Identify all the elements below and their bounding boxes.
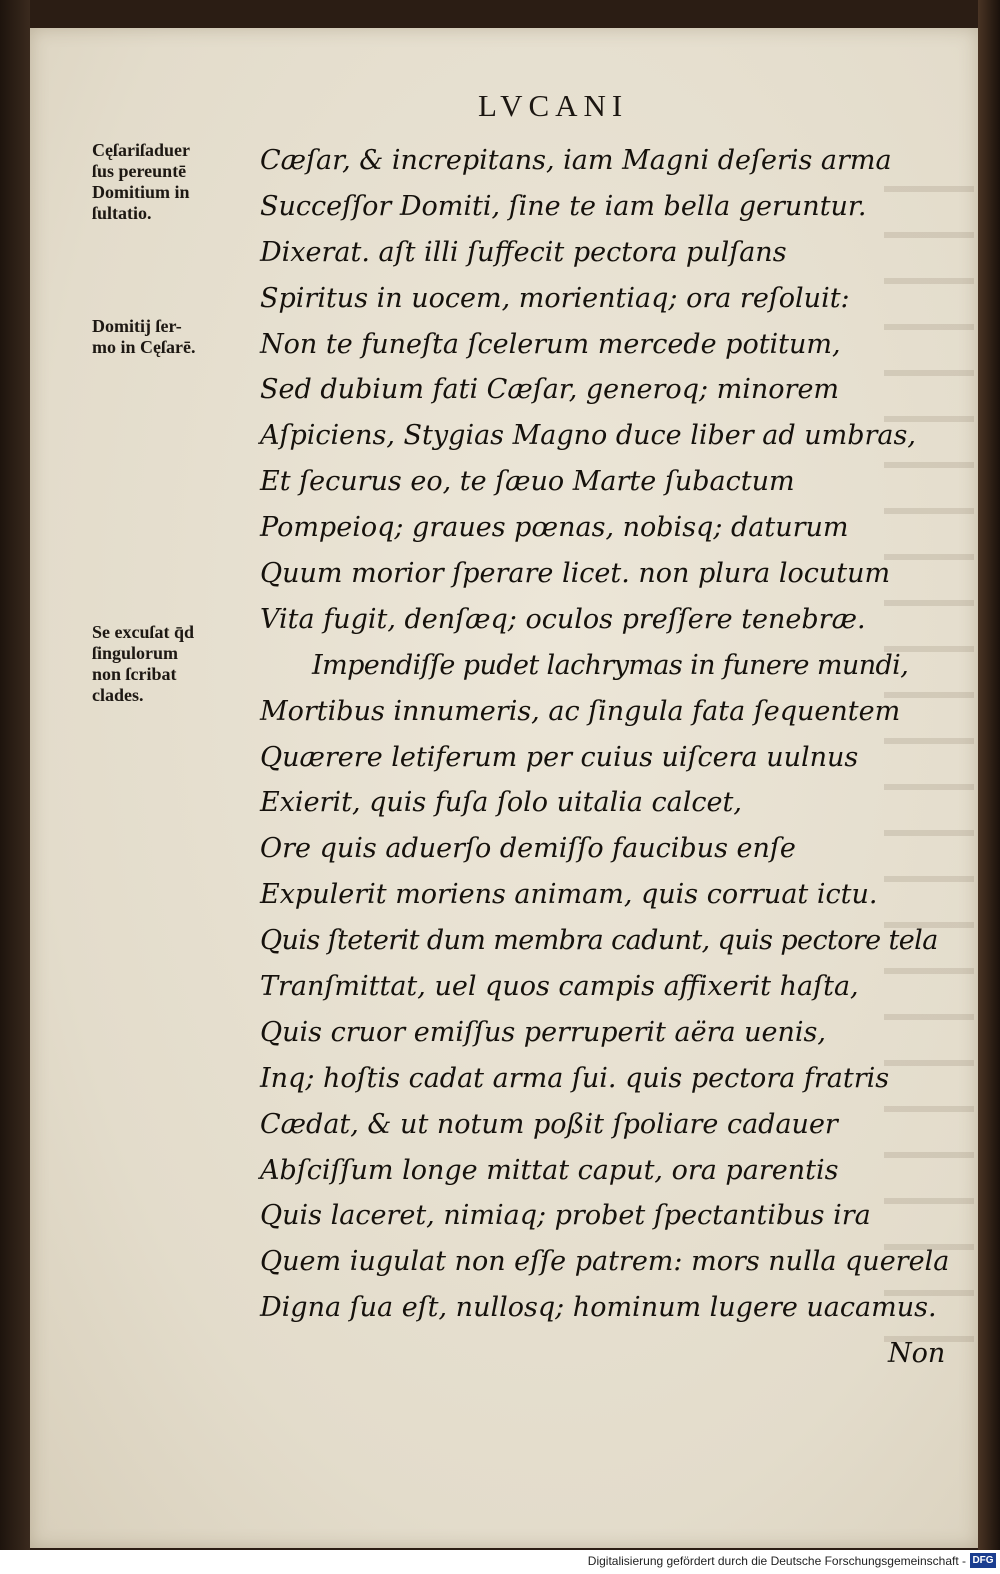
margin-note-line: non ſcribat: [92, 664, 177, 684]
verse-line: Et ſecurus eo, te ſæuo Marte ſubactum: [260, 466, 795, 498]
verse-line: Digna ſua eſt, nullosq; hominum lugere uacamus.: [260, 1292, 937, 1324]
digitization-footer: [0, 1550, 1000, 1574]
margin-note-line: Cęſariſaduer: [92, 140, 190, 160]
verse-line: Sed dubium fati Cæſar, generoq; minorem: [260, 374, 840, 406]
verse-line: Abſciſſum longe mittat caput, ora parentis: [260, 1154, 839, 1186]
margin-note-excuse: [92, 622, 262, 706]
verse-line: Quis cruor emiſſus perruperit aëra uenis,: [260, 1016, 826, 1048]
verse-line: Quum morior ſperare licet. non plura locutum: [260, 558, 891, 590]
verse-line: Tranſmittat, uel quos campis affixerit haſta,: [260, 971, 859, 1003]
verse-line: Impendiſſe pudet lachrymas in funere mundi,: [312, 649, 909, 681]
verse-line: Quem iugulat non eſſe patrem: mors nulla querela: [260, 1246, 950, 1278]
verse-line: Expulerit moriens animam, quis corruat ictu.: [260, 879, 878, 911]
margin-note-line: ſultatio.: [92, 203, 152, 223]
margin-note-line: clades.: [92, 685, 144, 705]
book-spine-edge: [0, 0, 30, 1574]
margin-note-line: Se excuſat q̄d: [92, 622, 195, 642]
verse-line: Quærere letiferum per cuius uiſcera uulnus: [260, 741, 859, 773]
verse-line: Aſpiciens, Stygias Magno duce liber ad umbras,: [260, 420, 916, 452]
verse-line: Spiritus in uocem, morientiaq; ora reſoluit:: [260, 282, 850, 314]
verse-line: Mortibus innumeris, ac ſingula fata ſequentem: [260, 695, 901, 727]
margin-note-caesar-insult: [92, 140, 262, 224]
dfg-logo-icon: DFG: [970, 1553, 996, 1568]
verse-line: Exierit, quis fuſa ſolo uitalia calcet,: [260, 787, 742, 819]
verse-line: Dixerat. aſt illi ſuffecit pectora pulſans: [260, 236, 787, 268]
verse-line: Cædat, & ut notum poßit ſpoliare cadauer: [260, 1108, 838, 1140]
margin-note-line: ſingulorum: [92, 643, 179, 663]
funding-notice: Digitalisierung gefördert durch die Deutsche Forschungsgemeinschaft -: [587, 1554, 966, 1568]
verse-line: Quis ſteterit dum membra cadunt, quis pectore tela: [260, 925, 938, 957]
running-head: LVCANI: [478, 88, 629, 123]
verse-line: Cæſar, & increpitans, iam Magni deſeris arma: [260, 145, 892, 176]
verse-line: Inq; hoſtis cadat arma ſui. quis pectora fratris: [260, 1062, 890, 1094]
margin-note-line: Domitij ſer-: [92, 316, 182, 336]
margin-note-line: mo in Cęſarē.: [92, 337, 196, 357]
verse-line: Ore quis aduerſo demiſſo faucibus enſe: [260, 833, 796, 865]
book-fore-edge: [978, 0, 1000, 1574]
margin-note-line: Domitium in: [92, 182, 190, 202]
verse-text: [260, 138, 960, 1331]
margin-note-line: ſus pereuntē: [92, 161, 187, 181]
verse-line: Quis laceret, nimiaq; probet ſpectantibus ira: [260, 1200, 871, 1232]
verse-line: Succeſſor Domiti, ſine te iam bella geruntur.: [260, 190, 867, 222]
verse-line: Vita fugit, denſæq; oculos preſſere tenebræ.: [260, 603, 866, 635]
margin-note-domitius-speech: [92, 316, 262, 358]
catchword: Non: [888, 1338, 946, 1369]
verse-line: Non te funeſta ſcelerum mercede potitum,: [260, 328, 841, 360]
verse-line: Pompeioq; graues pœnas, nobisq; daturum: [260, 512, 849, 544]
